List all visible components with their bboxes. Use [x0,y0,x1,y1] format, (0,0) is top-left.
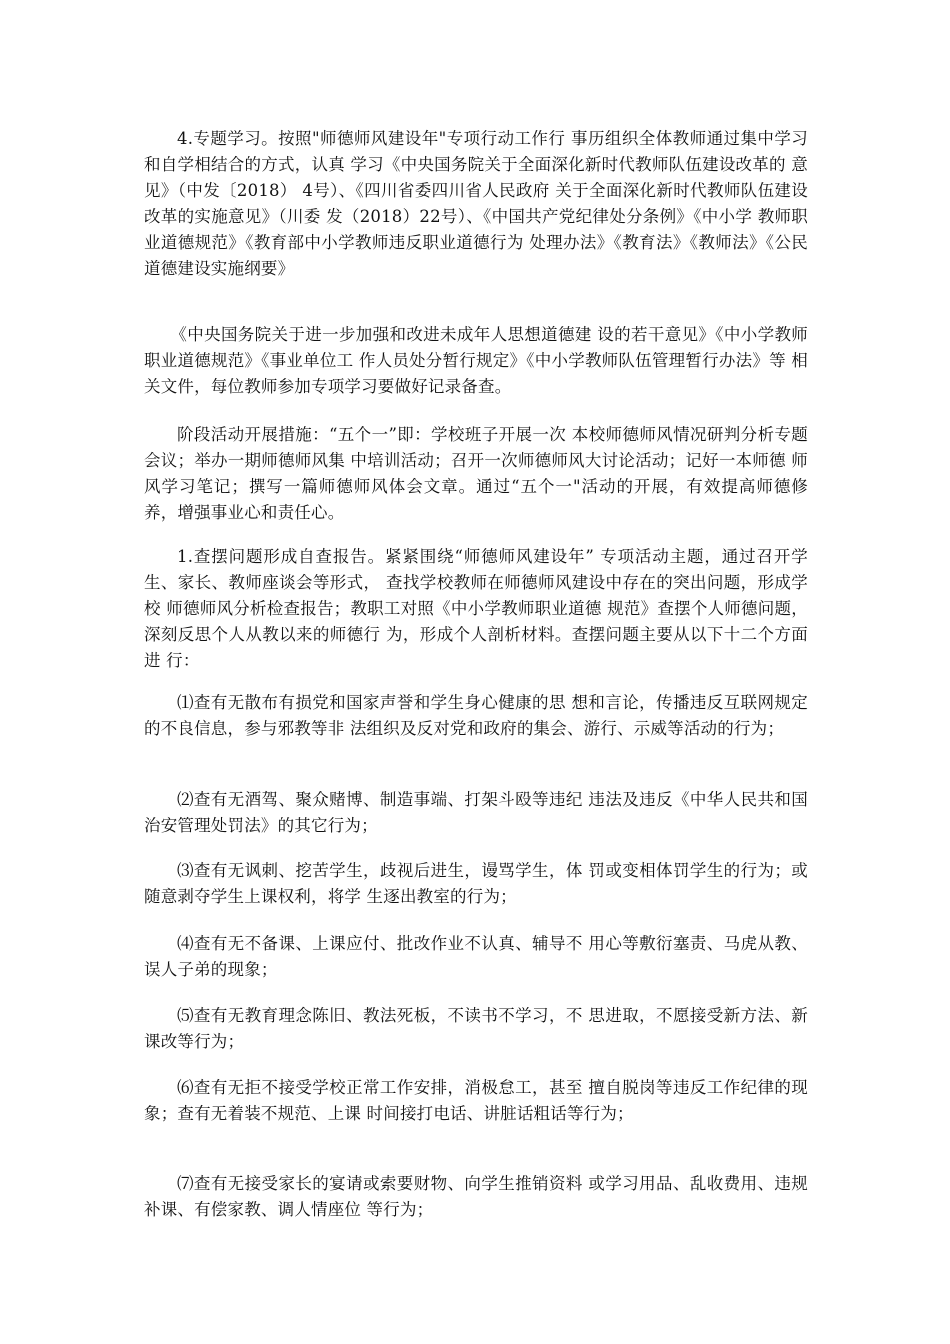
list-item-4: ⑷查有无不备课、上课应付、批改作业不认真、辅导不 用心等敷衍塞责、马虎从教、误人子弟的现象； [144,934,808,979]
list-item-5: ⑸查有无教育理念陈旧、教法死板，不读书不学习，不 思进取，不愿接受新方法、新课改等行为； [144,1006,808,1051]
list-item-2: ⑵查有无酒驾、聚众赌博、制造事端、打架斗殴等违纪 违法及违反《中华人民共和国治安管理处罚法》的其它行为； [144,790,808,835]
paragraph-self-check-report: 1.查摆问题形成自查报告。紧紧围绕“师德师风建设年” 专项活动主题，通过召开学生、家长、教师座谈会等形式， 查找学校教师在师德师风建设中存在的突出问题，形成学校 师德师风分析检查报告；教职工对照《中小学教师职业道德 规范》查摆个人师德问题，深刻反思个人从教以来的师德行 为，形成个人剖析材料。查摆问题主要从以下十二个方面进 行： [144,547,808,670]
list-item-7: ⑺查有无接受家长的宴请或索要财物、向学生推销资料 或学习用品、乱收费用、违规补课、有偿家教、调人情座位 等行为； [144,1174,808,1219]
paragraph-related-documents: 《中央国务院关于进一步加强和改进未成年人思想道德建 设的若干意见》《中小学教师职业道德规范》《事业单位工 作人员处分暂行规定》《中小学教师队伍管理暂行办法》等 相关文件，每位教师参加专项学习要做好记录备查。 [144,325,808,396]
paragraph-topic-study: 4.专题学习。按照"师德师风建设年"专项行动工作行 事历组织全体教师通过集中学习和自学相结合的方式，认真 学习《中央国务院关于全面深化新时代教师队伍建设改革的 意见》（中发〔2018） 4号）、《四川省委四川省人民政府 关于全面深化新时代教师队伍建设改革的实施意见》（川委 发（2018）22号）、《中国共产党纪律处分条例》《中小学 教师职业道德规范》《教育部中小学教师违反职业道德行为 处理办法》《教育法》《教师法》《公民道德建设实施纲要》 [144,129,808,278]
paragraph-five-ones: 阶段活动开展措施：“五个一”即：学校班子开展一次 本校师德师风情况研判分析专题会议；举办一期师德师风集 中培训活动；召开一次师德师风大讨论活动；记好一本师德 师风学习笔记；撰写一篇师德师风体会文章。通过“五个一"活动的开展，有效提高师德修养，增强事业心和责任心。 [144,425,808,522]
list-item-3: ⑶查有无讽刺、挖苦学生，歧视后进生，谩骂学生，体 罚或变相体罚学生的行为；或随意剥夺学生上课权利，将学 生逐出教室的行为； [144,861,808,906]
list-item-1: ⑴查有无散布有损党和国家声誉和学生身心健康的思 想和言论，传播违反互联网规定的不良信息，参与邪教等非 法组织及反对党和政府的集会、游行、示威等活动的行为； [144,693,808,738]
list-item-6: ⑹查有无拒不接受学校正常工作安排，消极怠工，甚至 擅自脱岗等违反工作纪律的现象；查有无着装不规范、上课 时间接打电话、讲脏话粗话等行为； [144,1078,808,1123]
